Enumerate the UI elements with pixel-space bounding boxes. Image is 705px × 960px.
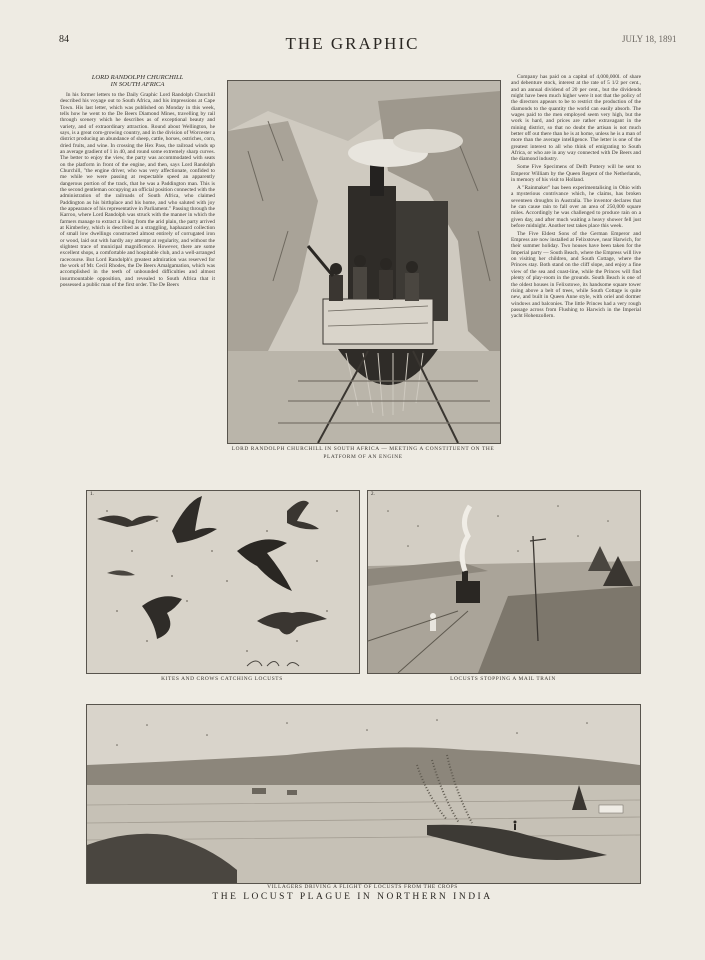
article-paragraph: In his former letters to the Daily Graphic Lord Randolph Churchill described his voyage out to South Africa, and his impressions at Cape Town. His last letter, which was published on Monday in this week, tells how he went to the De Beers Diamond Mines, travelling by rail through scenery which he describes as of exceptional beauty and variety, and of extraordinary attraction. Round about Wellington, he says, is a great corn-growing country, and in the division of Worcester a district producing an abundance of sheep, cattle, horses, ostriches, corn, dried fruits, and wine. In crossing the Hex Pass, the railroad winds up an average gradient of 1 in 40, and round some extremely sharp curves. The better to enjoy the view, the party was accommodated with seats on the platform in front of the engine, and then, says Lord Randolph Churchill, "the engine driver, who was very affectionate, confided to me while we were passing at respectable speed an apparently dangerous portion of the track, that he was a Paddington man. This is the second gentleman occupying an official position connected with the administration of the railroads of South Africa, who claimed Paddington as his birthplace and his home, and who saluted with joy the appearance of his representative in Parliament." Passing through the Karroo, where Lord Randolph was struck with the manner in which the farmers manage to extract a living from the arid plain, the party arrived at Kimberley, which is described as a straggling, haphazard collection of small low dwellings constructed almost entirely of corrugated iron or wood, laid out with hardly any attempt at regularity, and without the slightest trace of municipal magnificence. However, there are some excellent shops, a comfortable and hospitable club, and a well-arranged racecourse. But Lord Randolph's greatest admiration was reserved for the work of Mr. Cecil Rhodes, the De Beers Amalgamation, which was accomplished in the teeth of unbounded difficulties and almost insurmountable opposition, and revealed to South Africa that it possessed a public man of the first order. The De Beers bbox=[60, 91, 215, 289]
article-heading-line2: IN SOUTH AFRICA bbox=[110, 81, 165, 89]
villagers-caption: VILLAGERS DRIVING A FLIGHT OF LOCUSTS FROM THE CROPS bbox=[267, 884, 458, 890]
mail-train-caption: LOCUSTS STOPPING A MAIL TRAIN bbox=[450, 676, 556, 682]
train-illustration bbox=[228, 81, 500, 443]
train-engraving bbox=[227, 80, 501, 444]
page-number: 84 bbox=[59, 34, 69, 45]
page-title: THE LOCUST PLAGUE IN NORTHERN INDIA bbox=[212, 892, 493, 902]
issue-date: JULY 18, 1891 bbox=[622, 34, 677, 44]
mail-train-figure-number: 2. bbox=[371, 492, 375, 497]
news-item-rainmaker: A "Rainmaker" has been experimentalising in Ohio with a mysterious contrivance which, he claims, has broken seventeen droughts in Australia. The inventor declares that he can cause rain to fall over an area of 250,000 square miles. Accordingly he was challenged to produce rain on a given day, and after much waiting a heavy shower fell just before midnight. Another test takes place this week. bbox=[511, 184, 641, 229]
kites-figure-number: 1. bbox=[90, 492, 94, 497]
train-caption-line1: LORD RANDOLPH CHURCHILL IN SOUTH AFRICA — MEETING A CONSTITUENT ON THE bbox=[231, 446, 495, 452]
article-heading-line1: LORD RANDOLPH CHURCHILL bbox=[91, 74, 184, 81]
article-paragraph: Company has paid on a capital of 4,000,000l. of share and debenture stock, interest at the rate of 5 1/2 per cent., and an annual dividend of 20 per cent., but the dividends might have been much higher were it not that the policy of the directors appears to be to restrict the production of the diamonds to the quantity the world can easily absorb. The wages paid to the men employed seem very high, but the work is hard, and prices are rather extravagant in the mining district, so that no doubt the artisan is not much better off out there than he is at home, unless he is a man of more than the average intelligence. The letter is one of the greatest interest to all who think of emigrating to South Africa, or who are in any way connected with De Beers and the diamond industry. bbox=[511, 74, 641, 163]
right-article-column bbox=[511, 74, 641, 448]
news-item-delft: Some Five Specimens of Delft Pottery will be sent to Emperor William by the Queen Regent of the Netherlands, in memory of his visit to Holland. bbox=[511, 164, 641, 183]
villagers-illustration bbox=[87, 705, 640, 883]
left-article-column bbox=[60, 74, 215, 452]
kites-engraving bbox=[86, 490, 360, 674]
article-heading bbox=[60, 74, 215, 89]
mail-train-illustration bbox=[368, 491, 640, 673]
train-caption-line2: PLATFORM OF AN ENGINE bbox=[323, 454, 403, 460]
kites-illustration bbox=[87, 491, 359, 673]
mail-train-engraving bbox=[367, 490, 641, 674]
villagers-engraving bbox=[86, 704, 641, 884]
news-item-german-princes: The Five Eldest Sons of the German Emperor and Empress are now installed at Felixstowe, near Harwich, for their summer holiday. Two houses have been taken for the Imperial party — South Beach, where the Empress will live on visiting her children, and South Cottage, where the Princes stay. Both stand on the cliff slope, and enjoy a fine view of the sea and coast-line, while the Princes will find plenty of play-room in the grounds. South Beach is one of the oldest houses in Felixstowe, its handsome square tower rising above a belt of trees, while South Cottage is quite new, and built in Queen Anne style, with oriel and dormer windows and balconies. The little Princes had a very rough passage across from Flushing to Harwich in the Imperial yacht Hohenzollern. bbox=[511, 230, 641, 320]
masthead: THE GRAPHIC bbox=[285, 34, 420, 53]
kites-caption: KITES AND CROWS CATCHING LOCUSTS bbox=[161, 676, 283, 682]
